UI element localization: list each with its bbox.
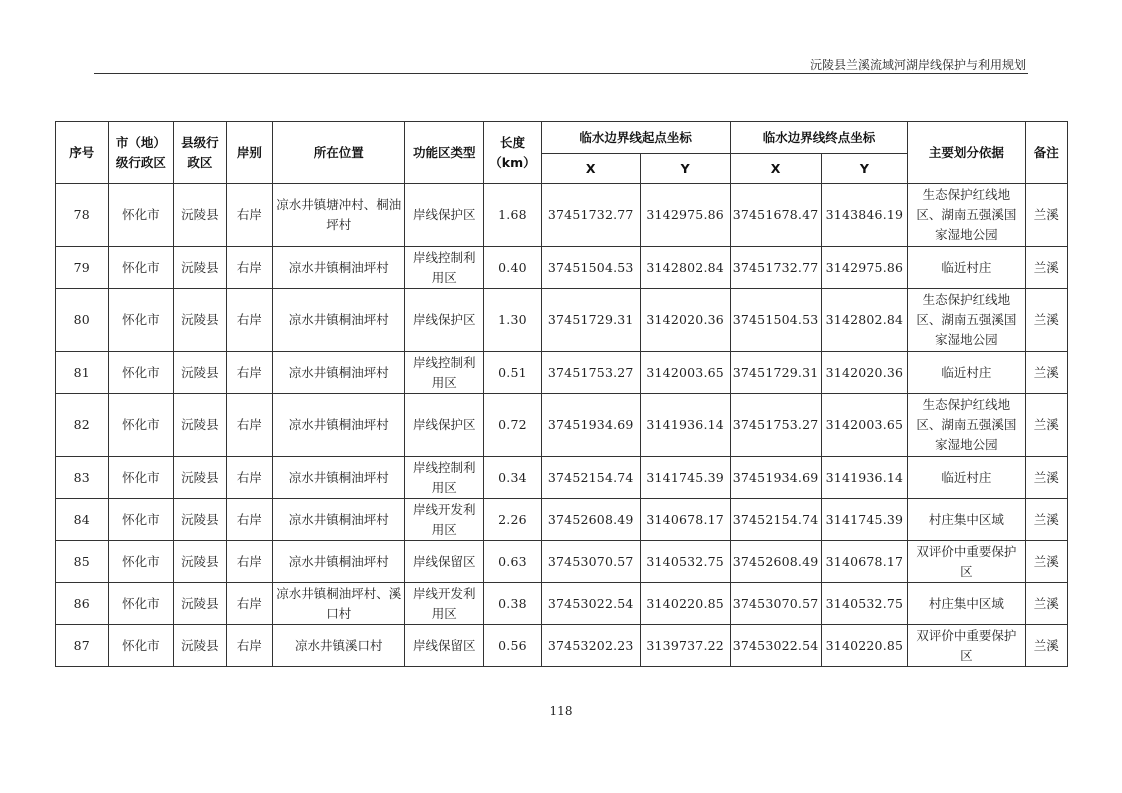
cell-basis: 临近村庄 xyxy=(908,457,1025,499)
cell-city: 怀化市 xyxy=(108,352,174,394)
header-bank: 岸别 xyxy=(226,122,272,184)
cell-city: 怀化市 xyxy=(108,499,174,541)
table-row xyxy=(56,247,1068,289)
cell-start-x: 37451729.31 xyxy=(541,289,640,352)
table-row xyxy=(56,394,1068,457)
header-start-coord: 临水边界线起点坐标 xyxy=(541,122,730,154)
cell-start-x: 37451504.53 xyxy=(541,247,640,289)
cell-county: 沅陵县 xyxy=(174,583,227,625)
cell-basis: 生态保护红线地区、湖南五强溪国家湿地公园 xyxy=(908,184,1025,247)
header-start-y: Y xyxy=(640,154,730,184)
cell-end-y: 3142802.84 xyxy=(821,289,908,352)
cell-basis: 生态保护红线地区、湖南五强溪国家湿地公园 xyxy=(908,289,1025,352)
cell-seq: 80 xyxy=(56,289,109,352)
cell-zone-type: 岸线开发利用区 xyxy=(405,499,484,541)
cell-start-y: 3140532.75 xyxy=(640,541,730,583)
cell-start-y: 3140220.85 xyxy=(640,583,730,625)
cell-zone-type: 岸线保护区 xyxy=(405,184,484,247)
cell-end-x: 37451753.27 xyxy=(730,394,821,457)
cell-start-y: 3142975.86 xyxy=(640,184,730,247)
header-basis: 主要划分依据 xyxy=(908,122,1025,184)
table-row xyxy=(56,625,1068,667)
cell-start-x: 37452154.74 xyxy=(541,457,640,499)
cell-start-x: 37452608.49 xyxy=(541,499,640,541)
header-city: 市（地）级行政区 xyxy=(108,122,174,184)
cell-note: 兰溪 xyxy=(1025,352,1068,394)
cell-start-x: 37451753.27 xyxy=(541,352,640,394)
cell-start-x: 37453022.54 xyxy=(541,583,640,625)
cell-start-y: 3142020.36 xyxy=(640,289,730,352)
cell-location: 凉水井镇桐油坪村 xyxy=(273,247,405,289)
header-start-x: X xyxy=(541,154,640,184)
cell-seq: 82 xyxy=(56,394,109,457)
cell-location: 凉水井镇桐油坪村、溪口村 xyxy=(273,583,405,625)
table-row xyxy=(56,541,1068,583)
cell-county: 沅陵县 xyxy=(174,289,227,352)
table-row xyxy=(56,289,1068,352)
cell-note: 兰溪 xyxy=(1025,499,1068,541)
cell-county: 沅陵县 xyxy=(174,457,227,499)
header-end-x: X xyxy=(730,154,821,184)
cell-end-x: 37451732.77 xyxy=(730,247,821,289)
table-row xyxy=(56,583,1068,625)
cell-end-x: 37452154.74 xyxy=(730,499,821,541)
cell-basis: 村庄集中区域 xyxy=(908,583,1025,625)
cell-location: 凉水井镇溪口村 xyxy=(273,625,405,667)
cell-seq: 81 xyxy=(56,352,109,394)
cell-start-y: 3141745.39 xyxy=(640,457,730,499)
cell-end-y: 3142020.36 xyxy=(821,352,908,394)
cell-end-y: 3140678.17 xyxy=(821,541,908,583)
cell-start-x: 37453070.57 xyxy=(541,541,640,583)
cell-bank: 右岸 xyxy=(226,499,272,541)
cell-note: 兰溪 xyxy=(1025,457,1068,499)
header-end-coord: 临水边界线终点坐标 xyxy=(730,122,908,154)
cell-bank: 右岸 xyxy=(226,352,272,394)
cell-basis: 临近村庄 xyxy=(908,247,1025,289)
cell-zone-type: 岸线保留区 xyxy=(405,625,484,667)
cell-end-x: 37451729.31 xyxy=(730,352,821,394)
cell-end-y: 3142975.86 xyxy=(821,247,908,289)
cell-basis: 生态保护红线地区、湖南五强溪国家湿地公园 xyxy=(908,394,1025,457)
cell-location: 凉水井镇桐油坪村 xyxy=(273,289,405,352)
cell-city: 怀化市 xyxy=(108,247,174,289)
cell-county: 沅陵县 xyxy=(174,499,227,541)
cell-location: 凉水井镇桐油坪村 xyxy=(273,499,405,541)
cell-note: 兰溪 xyxy=(1025,184,1068,247)
cell-length: 1.30 xyxy=(484,289,542,352)
cell-bank: 右岸 xyxy=(226,184,272,247)
cell-county: 沅陵县 xyxy=(174,394,227,457)
header-location: 所在位置 xyxy=(273,122,405,184)
header-seq: 序号 xyxy=(56,122,109,184)
cell-bank: 右岸 xyxy=(226,583,272,625)
cell-city: 怀化市 xyxy=(108,289,174,352)
cell-start-y: 3139737.22 xyxy=(640,625,730,667)
cell-seq: 86 xyxy=(56,583,109,625)
header-note: 备注 xyxy=(1025,122,1068,184)
table-row xyxy=(56,499,1068,541)
cell-start-y: 3142802.84 xyxy=(640,247,730,289)
cell-zone-type: 岸线控制利用区 xyxy=(405,247,484,289)
cell-end-x: 37453070.57 xyxy=(730,583,821,625)
cell-end-y: 3141936.14 xyxy=(821,457,908,499)
cell-zone-type: 岸线保留区 xyxy=(405,541,484,583)
cell-zone-type: 岸线保护区 xyxy=(405,394,484,457)
cell-city: 怀化市 xyxy=(108,541,174,583)
header-zone-type: 功能区类型 xyxy=(405,122,484,184)
cell-zone-type: 岸线控制利用区 xyxy=(405,457,484,499)
cell-note: 兰溪 xyxy=(1025,541,1068,583)
cell-end-x: 37453022.54 xyxy=(730,625,821,667)
cell-length: 0.56 xyxy=(484,625,542,667)
cell-seq: 85 xyxy=(56,541,109,583)
cell-end-x: 37451504.53 xyxy=(730,289,821,352)
cell-location: 凉水井镇桐油坪村 xyxy=(273,352,405,394)
table-row xyxy=(56,352,1068,394)
cell-seq: 87 xyxy=(56,625,109,667)
cell-note: 兰溪 xyxy=(1025,583,1068,625)
cell-county: 沅陵县 xyxy=(174,247,227,289)
cell-bank: 右岸 xyxy=(226,457,272,499)
cell-end-x: 37452608.49 xyxy=(730,541,821,583)
cell-seq: 78 xyxy=(56,184,109,247)
cell-basis: 双评价中重要保护区 xyxy=(908,625,1025,667)
cell-zone-type: 岸线开发利用区 xyxy=(405,583,484,625)
cell-end-x: 37451678.47 xyxy=(730,184,821,247)
cell-location: 凉水井镇桐油坪村 xyxy=(273,541,405,583)
cell-location: 凉水井镇桐油坪村 xyxy=(273,394,405,457)
shoreline-zone-table xyxy=(55,121,1068,667)
cell-seq: 84 xyxy=(56,499,109,541)
cell-location: 凉水井镇塘冲村、桐油坪村 xyxy=(273,184,405,247)
cell-basis: 临近村庄 xyxy=(908,352,1025,394)
document-header-title: 沅陵县兰溪流域河湖岸线保护与利用规划 xyxy=(809,58,1026,72)
cell-length: 2.26 xyxy=(484,499,542,541)
cell-end-y: 3140532.75 xyxy=(821,583,908,625)
cell-length: 0.34 xyxy=(484,457,542,499)
cell-city: 怀化市 xyxy=(108,625,174,667)
cell-start-y: 3140678.17 xyxy=(640,499,730,541)
cell-note: 兰溪 xyxy=(1025,394,1068,457)
cell-county: 沅陵县 xyxy=(174,625,227,667)
cell-length: 0.38 xyxy=(484,583,542,625)
cell-start-y: 3142003.65 xyxy=(640,352,730,394)
cell-start-y: 3141936.14 xyxy=(640,394,730,457)
cell-length: 0.40 xyxy=(484,247,542,289)
cell-bank: 右岸 xyxy=(226,541,272,583)
cell-end-y: 3141745.39 xyxy=(821,499,908,541)
cell-zone-type: 岸线控制利用区 xyxy=(405,352,484,394)
cell-bank: 右岸 xyxy=(226,394,272,457)
header-end-y: Y xyxy=(821,154,908,184)
cell-county: 沅陵县 xyxy=(174,352,227,394)
cell-start-x: 37451732.77 xyxy=(541,184,640,247)
table-row xyxy=(56,184,1068,247)
cell-note: 兰溪 xyxy=(1025,289,1068,352)
cell-city: 怀化市 xyxy=(108,457,174,499)
cell-end-y: 3142003.65 xyxy=(821,394,908,457)
cell-note: 兰溪 xyxy=(1025,247,1068,289)
header-county: 县级行政区 xyxy=(174,122,227,184)
cell-start-x: 37451934.69 xyxy=(541,394,640,457)
cell-bank: 右岸 xyxy=(226,289,272,352)
cell-city: 怀化市 xyxy=(108,583,174,625)
cell-end-x: 37451934.69 xyxy=(730,457,821,499)
cell-basis: 双评价中重要保护区 xyxy=(908,541,1025,583)
cell-county: 沅陵县 xyxy=(174,541,227,583)
cell-bank: 右岸 xyxy=(226,247,272,289)
cell-start-x: 37453202.23 xyxy=(541,625,640,667)
cell-bank: 右岸 xyxy=(226,625,272,667)
cell-end-y: 3143846.19 xyxy=(821,184,908,247)
cell-length: 0.72 xyxy=(484,394,542,457)
cell-county: 沅陵县 xyxy=(174,184,227,247)
header-divider xyxy=(94,73,1028,74)
cell-seq: 79 xyxy=(56,247,109,289)
table-row xyxy=(56,457,1068,499)
cell-length: 0.63 xyxy=(484,541,542,583)
cell-note: 兰溪 xyxy=(1025,625,1068,667)
cell-length: 1.68 xyxy=(484,184,542,247)
page-number: 118 xyxy=(549,704,573,718)
cell-seq: 83 xyxy=(56,457,109,499)
header-length: 长度（km） xyxy=(484,122,542,184)
cell-location: 凉水井镇桐油坪村 xyxy=(273,457,405,499)
cell-zone-type: 岸线保护区 xyxy=(405,289,484,352)
cell-city: 怀化市 xyxy=(108,394,174,457)
cell-city: 怀化市 xyxy=(108,184,174,247)
cell-length: 0.51 xyxy=(484,352,542,394)
cell-end-y: 3140220.85 xyxy=(821,625,908,667)
cell-basis: 村庄集中区域 xyxy=(908,499,1025,541)
